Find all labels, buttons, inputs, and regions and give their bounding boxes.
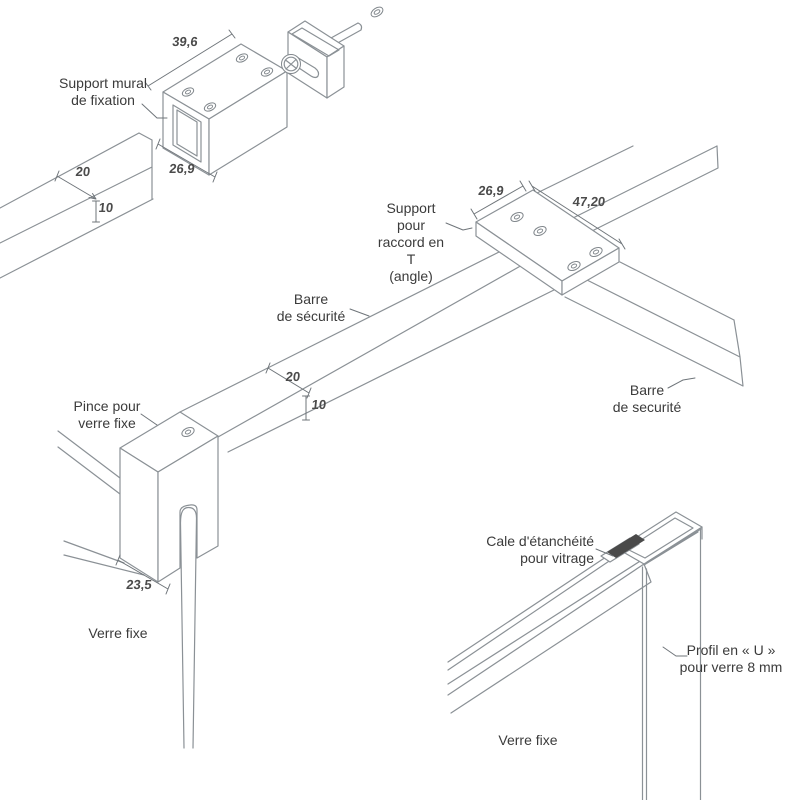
part-left-bar-drawing: [0, 133, 153, 278]
dimension-bar-width-center: 20: [284, 369, 302, 384]
dimension-wall-support-width: 26,9: [168, 161, 196, 176]
label-barre-securite-center: Barre de sécurité: [276, 291, 346, 325]
part-glass-clamp-drawing: [120, 412, 218, 582]
label-support-mural: Support mural de fixation: [59, 75, 147, 109]
label-verre-fixe-left: Verre fixe: [88, 625, 148, 641]
dimension-bar-height-center: 10: [310, 397, 328, 412]
part-lower-right-bar-drawing: [565, 262, 743, 386]
dimension-t-support-width: 26,9: [477, 183, 505, 198]
part-fixing-bolt-drawing: [282, 5, 385, 98]
label-support-raccord-t: Support pour raccord en T (angle): [377, 200, 445, 285]
label-pince-verre-fixe: Pince pour verre fixe: [73, 398, 141, 432]
washer-icon: [369, 5, 384, 19]
label-cale-etancheite: Cale d'étanchéité pour vitrage: [486, 533, 594, 567]
dimension-wall-support-length: 39,6: [171, 34, 199, 49]
label-profil-u: Profil en « U » pour verre 8 mm: [679, 642, 783, 676]
dimension-bar-width-left: 20: [74, 164, 92, 179]
part-center-bar-drawing: [180, 246, 562, 452]
label-barre-securite-right: Barre de securité: [612, 382, 682, 416]
label-verre-fixe-right: Verre fixe: [498, 732, 558, 748]
leader-lines: [141, 104, 695, 656]
dimension-t-support-length: 47,20: [571, 194, 607, 209]
phillips-screw-icon: [282, 55, 301, 74]
dimension-bar-height-left: 10: [97, 200, 115, 215]
part-glass-strip-drawing: [181, 508, 197, 749]
dimension-clamp-width: 23,5: [125, 577, 153, 592]
part-wall-support-drawing: [163, 44, 287, 175]
